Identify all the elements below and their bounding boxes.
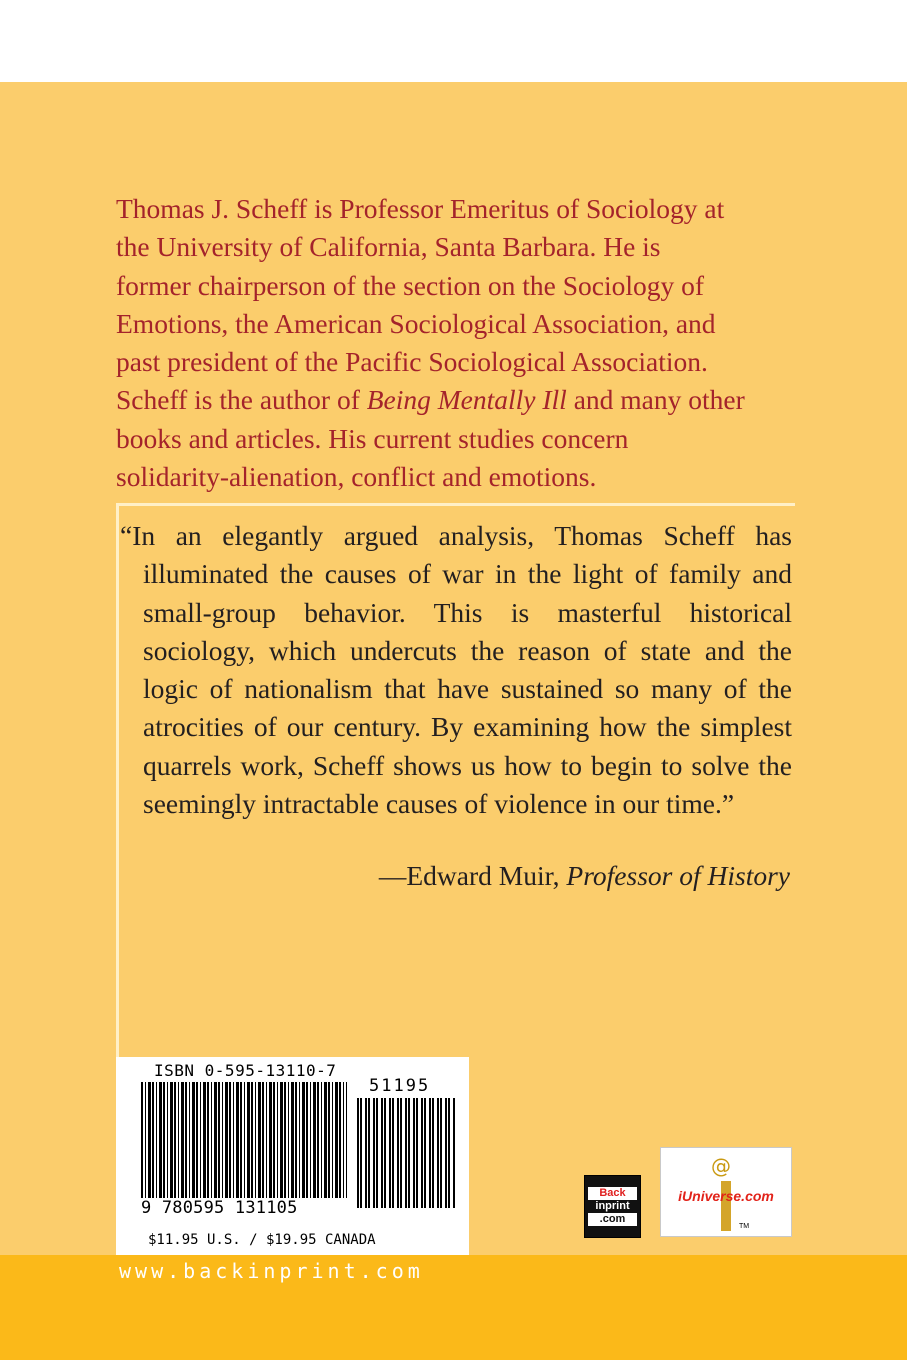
trademark-mark: TM xyxy=(739,1223,750,1230)
book-title: Being Mentally Ill xyxy=(366,384,567,416)
swirl-icon: @ xyxy=(711,1154,731,1178)
bio-line xyxy=(116,381,792,419)
ean-number: 9 780595 131105 xyxy=(141,1198,353,1218)
bio-line: former chairperson of the section on the Sociology of xyxy=(116,269,705,301)
bio-line: books and articles. His current studies concern xyxy=(116,422,629,454)
bio-line: Thomas J. Scheff is Professor Emeritus of Sociology at xyxy=(116,193,725,224)
attribution-name: —Edward Muir, xyxy=(378,860,567,891)
price-label: $11.95 U.S. / $19.95 CANADA xyxy=(148,1232,376,1248)
bio-line: solidarity-alienation, conflict and emotions. xyxy=(116,461,597,493)
iuniverse-logo xyxy=(660,1147,792,1237)
backinprint-logo xyxy=(584,1175,641,1238)
addon-barcode-bars xyxy=(357,1098,456,1208)
logo-text: Back xyxy=(588,1187,637,1200)
review-quote xyxy=(120,517,792,823)
logo-text: iUniverse.com xyxy=(678,1188,774,1204)
bio-line: the University of California, Santa Barbara. He is xyxy=(116,231,661,263)
author-bio xyxy=(116,190,792,496)
bio-text: and many other xyxy=(566,384,745,416)
attribution-title: Professor of History xyxy=(566,860,790,891)
quote-text: “In an elegantly argued analysis, Thomas Scheff has illuminated the causes of war in the light of family and small-group behavior. This is masterful historical sociology, which undercuts the reason of state and the logic of nationalism that have sustained so many of the atrocities of our century. By examining how the simplest quarrels work, Scheff shows us how to begin to solve the seemingly intractable causes of violence in our time.” xyxy=(120,520,792,820)
bio-text: Scheff is the author of xyxy=(116,384,367,416)
logo-text: inprint xyxy=(595,1200,630,1212)
website-url: www.backinprint.com xyxy=(119,1259,424,1283)
quote-attribution xyxy=(379,857,790,895)
logo-text: .com xyxy=(588,1213,637,1226)
bio-line: Emotions, the American Sociological Association, and xyxy=(116,307,716,339)
price-code: 51195 xyxy=(369,1076,431,1096)
bio-line: past president of the Pacific Sociological Association. xyxy=(116,346,708,378)
ean-barcode-bars xyxy=(141,1082,347,1207)
isbn-label: ISBN 0-595-13110-7 xyxy=(154,1061,337,1080)
